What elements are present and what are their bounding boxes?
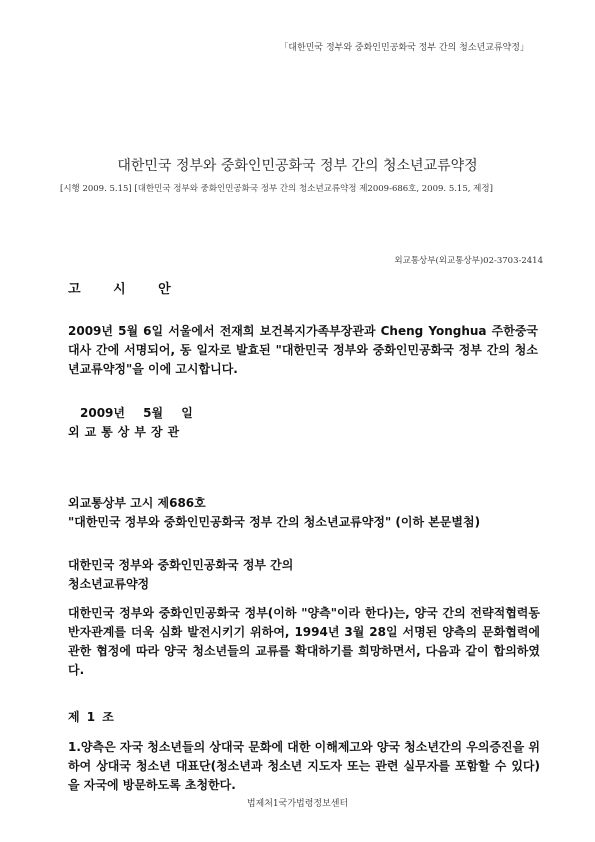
agreement-title-line: 청소년교류약정 bbox=[68, 577, 150, 591]
minister-signature: 외교통상부장관 bbox=[68, 425, 185, 439]
announcement-paragraph: 2009년 5월 6일 서울에서 전재희 보건복지가족부장관과 Cheng Yonghua 주한중국대사 간에 서명되어, 동 일자로 발효된 "대한민국 정부와 중화인민공화국 정부 간의 청소년교류약정"을 이에 고시합니다. bbox=[68, 324, 538, 376]
notice-number: 외교통상부 고시 제686호 bbox=[68, 496, 206, 510]
notice-subject: "대한민국 정부와 중화인민공화국 정부 간의 청소년교류약정" (이하 본문별첨) bbox=[68, 515, 481, 529]
date-line: 2009년 5월 일 bbox=[80, 406, 193, 420]
document-title: 대한민국 정부와 중화인민공화국 정부 간의 청소년교류약정 bbox=[117, 158, 478, 174]
notice-heading: 고 시 안 bbox=[68, 282, 172, 297]
header-reference: 「대한민국 정부와 중화인민공화국 정부 간의 청소년교류약정」 bbox=[279, 43, 529, 53]
enforcement-meta: [시행 2009. 5.15] [대한민국 정부와 중화인민공화국 정부 간의 청소년교류약정 제2009-686호, 2009. 5.15, 제정] bbox=[60, 184, 493, 194]
ministry-contact: 외교통상부(외교통상부)02-3703-2414 bbox=[394, 256, 543, 266]
article-heading: 제 1 조 bbox=[68, 710, 114, 724]
agreement-title-line: 대한민국 정부와 중화인민공화국 정부 간의 bbox=[68, 558, 294, 572]
preamble-paragraph: 대한민국 정부와 중화인민공화국 정부(이하 "양측"이라 한다)는, 양국 간의 전략적협력동반자관계를 더욱 심화 발전시키기 위하여, 1994년 3월 28일 서명된 양측의 문화협력에 관한 협정에 따라 양국 청소년들의 교류를 확대하기를 희망하면서, 다음과 같이 합의하였다. bbox=[68, 606, 540, 677]
article-1-paragraph: 1.양측은 자국 청소년들의 상대국 문화에 대한 이해제고와 양국 청소년간의 우의증진을 위하여 상대국 청소년 대표단(청소년과 청소년 지도자 또는 관련 실무자를 포함할 수 있다)을 자국에 방문하도록 초청한다. bbox=[68, 740, 541, 792]
page-footer: 법제처1국가법령정보센터 bbox=[246, 799, 349, 809]
agreement-title bbox=[68, 556, 538, 594]
